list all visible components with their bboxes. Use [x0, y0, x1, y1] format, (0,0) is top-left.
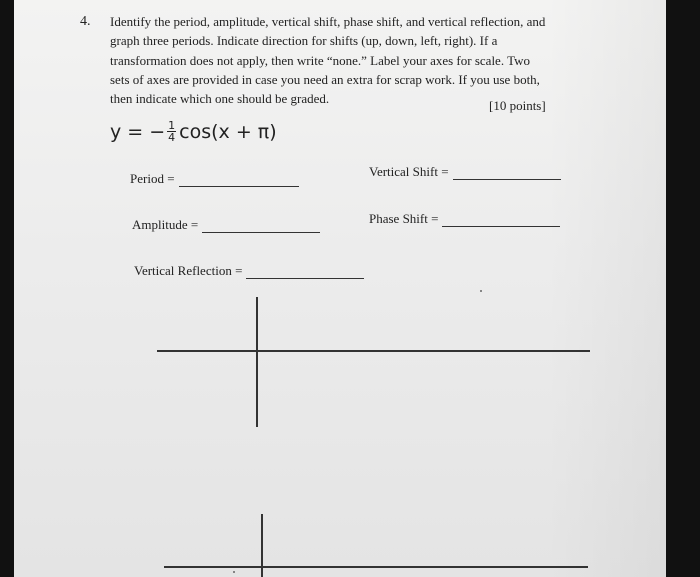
vertical-reflection-answer-blank[interactable]: [246, 268, 364, 279]
prompt-line: then indicate which one should be graded.: [110, 91, 330, 107]
phase-shift-field: [369, 211, 560, 227]
question-number: 4.: [80, 14, 91, 29]
vertical-shift-label: Vertical Shift =: [369, 164, 449, 179]
vertical-shift-answer-blank[interactable]: [453, 169, 561, 180]
graph1-y-axis: [256, 297, 258, 427]
vertical-reflection-field: [134, 263, 364, 279]
prompt-line: transformation does not apply, then write “none.” Label your axes for scale. Two: [110, 52, 531, 68]
amplitude-answer-blank[interactable]: [202, 222, 320, 233]
prompt-line: sets of axes are provided in case you need an extra for scrap work. If you use both,: [110, 71, 540, 87]
period-label: Period =: [130, 171, 175, 186]
phase-shift-answer-blank[interactable]: [442, 216, 560, 227]
amplitude-field: [132, 217, 320, 233]
equation-fraction: [167, 120, 176, 143]
point-value: [10 points]: [489, 98, 546, 113]
vertical-shift-field: [369, 164, 561, 180]
fraction-numerator: 1: [168, 119, 176, 132]
fraction-denominator: 4: [168, 131, 176, 144]
worksheet-page: [14, 0, 666, 577]
vertical-reflection-label: Vertical Reflection =: [134, 263, 243, 278]
graph1-x-axis: [157, 350, 590, 352]
question-prompt: [110, 12, 575, 108]
paper-speck: [480, 290, 482, 292]
graph2-y-axis: [261, 514, 263, 577]
period-answer-blank[interactable]: [179, 176, 299, 187]
prompt-line: graph three periods. Indicate direction for shifts (up, down, left, right). If a: [110, 33, 498, 49]
prompt-line: Identify the period, amplitude, vertical shift, phase shift, and vertical reflection, and: [110, 14, 546, 29]
period-field: [130, 171, 299, 187]
equation-rhs: cos(x + π): [179, 120, 277, 143]
paper-speck: [233, 571, 235, 573]
function-equation: [110, 120, 277, 143]
graph2-x-axis: [164, 566, 588, 568]
equation-lhs: y = −: [110, 120, 166, 143]
phase-shift-label: Phase Shift =: [369, 211, 439, 226]
amplitude-label: Amplitude =: [132, 217, 199, 232]
